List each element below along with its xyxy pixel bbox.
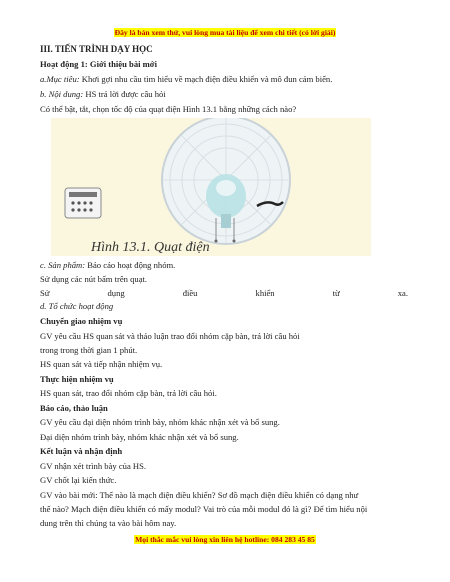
product-line-2: Sử dụng các nút bấm trên quạt. <box>40 274 148 284</box>
task-line-1: GV yêu cầu HS quan sát và thảo luận trao đổi nhóm cặp bàn, trả lời câu hỏi <box>40 331 300 341</box>
task-heading: Chuyển giao nhiệm vụ <box>40 316 123 326</box>
task-line-2: trong trong thời gian 1 phút. <box>40 345 138 355</box>
fan-illustration <box>51 118 371 256</box>
hotline-banner-text: Mọi thắc mắc vui lòng xin liên hệ hotline: 084 283 45 85 <box>135 535 315 544</box>
activity-title: Hoạt động 1: Giới thiệu bài mới <box>40 59 157 69</box>
content-text: HS trả lời được câu hỏi <box>83 89 166 99</box>
product-text: Báo cáo hoạt động nhóm. <box>85 260 176 270</box>
org-label: d. Tổ chức hoạt động <box>40 301 114 311</box>
word: khiển <box>255 288 275 298</box>
product-line <box>40 260 175 271</box>
conclusion-line-1: GV nhận xét trình bày của HS. <box>40 461 147 471</box>
conclusion-line-5: dung trên thì chúng ta vào bài hôm nay. <box>40 518 177 528</box>
content-line <box>40 89 166 100</box>
fan-icon <box>162 118 290 244</box>
remote-control-icon <box>65 188 101 218</box>
figure-caption: Hình 13.1. Quạt điện <box>91 240 210 255</box>
word: từ <box>332 288 340 298</box>
fan-figure <box>51 118 371 256</box>
conclusion-line-2: GV chốt lại kiến thức. <box>40 475 117 485</box>
word: điều <box>182 288 198 298</box>
do-line: HS quan sát, trao đổi nhóm cặp bàn, trả lời câu hỏi. <box>40 388 217 398</box>
goal-line <box>40 74 332 85</box>
content-label: b. Nội dung: <box>40 89 84 99</box>
report-heading: Báo cáo, thảo luận <box>40 403 108 413</box>
preview-banner <box>0 28 450 37</box>
conclusion-line-3: GV vào bài mới: Thế nào là mạch điện điều khiển? Sơ đồ mạch điện điều khiển có dạng như <box>40 490 359 500</box>
do-heading: Thực hiện nhiệm vụ <box>40 374 114 384</box>
goal-label: a.Mục tiêu: <box>40 74 80 84</box>
product-label: c. Sản phẩm: <box>40 260 86 270</box>
report-line-2: Đại diện nhóm trình bày, nhóm khác nhận xét và bổ sung. <box>40 432 239 442</box>
word: xa. <box>397 288 408 298</box>
hotline-banner <box>0 535 450 544</box>
word: dụng <box>107 288 125 298</box>
section-title: III. TIẾN TRÌNH DẠY HỌC <box>40 44 153 54</box>
question-line: Có thể bật, tắt, chọn tốc độ của quạt điện Hình 13.1 bằng những cách nào? <box>40 104 297 114</box>
conclusion-heading: Kết luận và nhận định <box>40 446 123 456</box>
conclusion-line-4: thế nào? Mạch điện điều khiển có mấy modul? Vai trò của mỗi modul đó là gì? Để tìm hiểu nội <box>40 504 368 514</box>
task-line-3: HS quan sát và tiếp nhận nhiệm vụ. <box>40 359 163 369</box>
report-line-1: GV yêu cầu đại diện nhóm trình bày, nhóm khác nhận xét và bổ sung. <box>40 417 280 427</box>
preview-banner-text: Đây là bản xem thử, vui lòng mua tài liệu để xem chi tiết (có lời giải) <box>114 28 336 37</box>
product-line-3 <box>40 288 408 299</box>
word: Sử <box>40 288 50 298</box>
goal-text: Khơi gợi nhu cầu tìm hiểu về mạch điện điều khiển và mô đun cảm biến. <box>79 74 333 84</box>
